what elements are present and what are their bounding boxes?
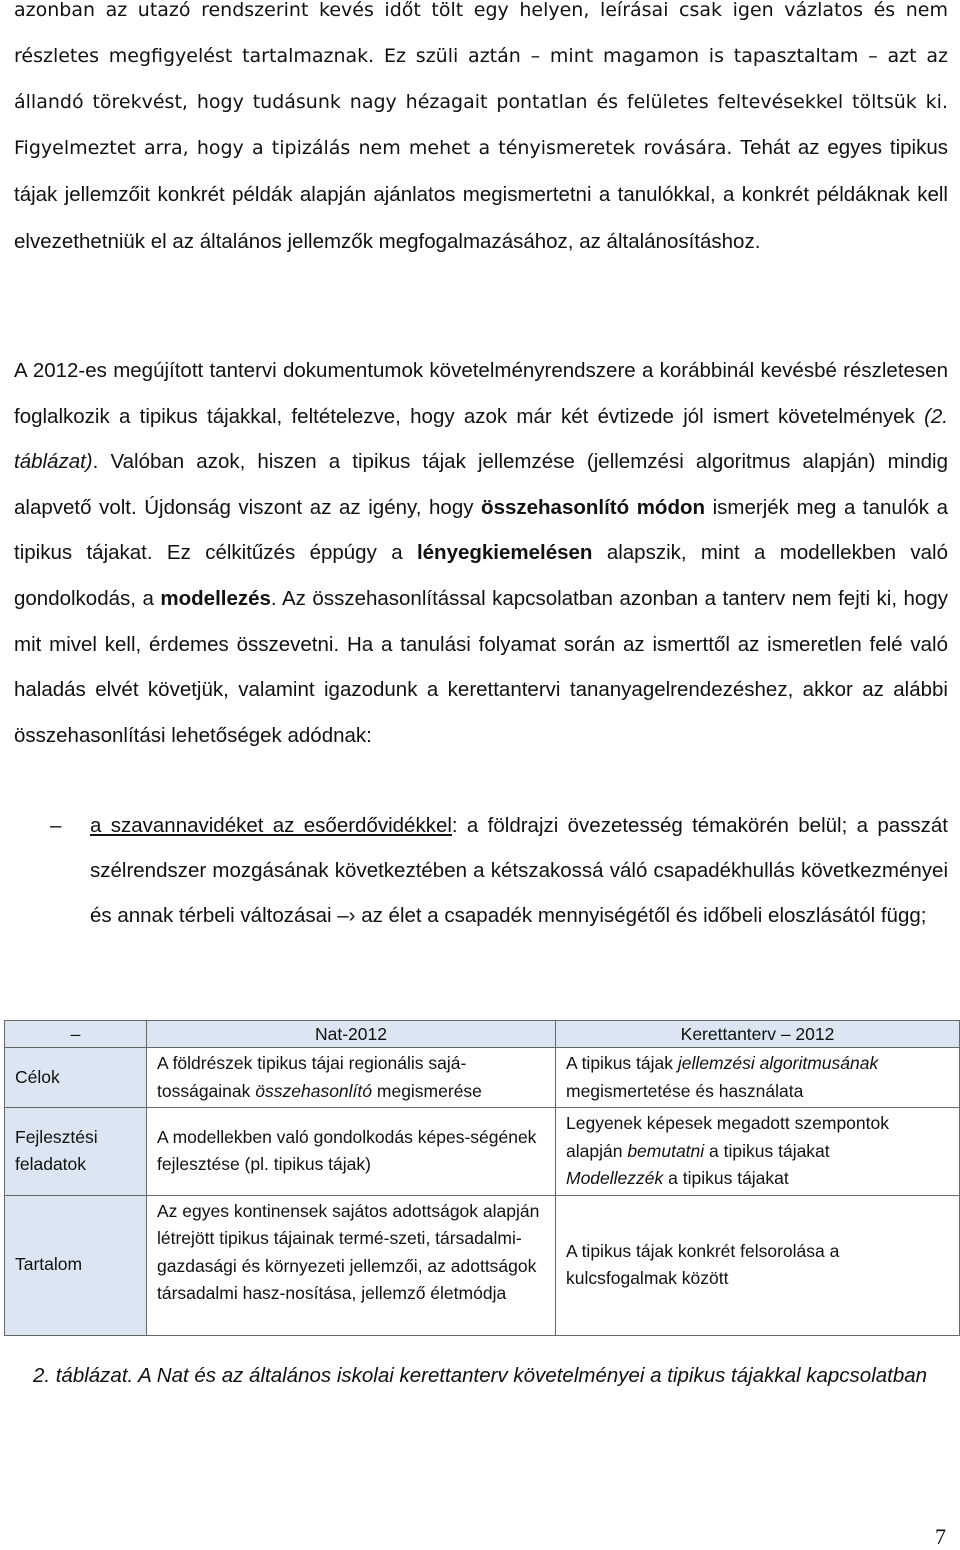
paragraph-2-text-4: alapszik, mint a modellekben való gondolkodás, a [14,541,948,610]
cell-text: megismertetése és használata [566,1080,804,1101]
cell-text: A földrészek tipikus tájai regionális sajá-tosságainak [157,1053,467,1101]
table-row [5,1195,960,1335]
paragraph-1-lead: azonban az utazó rendszerint kevés időt tölt egy helyen, leírásai csak igen vázlatos és nem részletes megfigyelést tartalmaznak. Ez szüli aztán – mint magamon is tapasztaltam – azt az állandó törekvést, hogy tudásunk nagy hézagait pontatlan és felületes feltevésekkel töltsük ki. [14,0,948,113]
table-cell [556,1195,960,1335]
table-row [5,1048,960,1108]
paragraph-2-text-1: A 2012-es megújított tantervi dokumentumok követelményrendszere a korábbinál kevésbé részletesen foglalkozik a tipikus tájakkal, feltételezve, hogy azok már két évtizede jól ismert követelmények [14,359,948,428]
cell-text: A tipikus tájak konkrét felsorolása a kulcsfogalmak között [566,1240,840,1288]
paragraph-2 [14,348,948,758]
cell-text: Legyenek képesek megadott szempontok alapján [566,1113,889,1161]
cell-text: A tipikus tájak [566,1053,678,1073]
cell-text: A modellekben való gondolkodás képes-ségének fejlesztése (pl. tipikus tájak) [157,1126,537,1175]
bullet-underlined-text: a szavannavidéket az esőerdővidékkel [90,814,452,837]
bullet-body: : a földrajzi övezetesség témakörén belül; a passzát szélrendszer mozgásának következtében a kétszakossá váló csapadékhullás következményei és annak térbeli változásai –› az élet a csapadék mennyiségétől és időbeli eloszlásától függ; [90,814,948,928]
table-cell [147,1048,556,1108]
table-cell [556,1108,960,1196]
bullet-text [90,803,948,939]
table-header-row [5,1021,960,1048]
paragraph-1 [14,0,948,266]
table-row [5,1108,960,1196]
paragraph-2-text-5: . Az összehasonlítással kapcsolatban azonban a tanterv nem fejti ki, hogy mit mivel kell, érdemes összevetni. Ha a tanulási folyamat során az ismerttől az ismeretlen felé való haladás elvét követjük, valamint igazodunk a kerettantervi tananyagelrendezéshez, akkor az alábbi összehasonlítási lehetőségek adódnak: [14,586,948,747]
cell-emphasis: bemutatni [627,1140,705,1161]
cell-text: a tipikus tájakat [704,1140,830,1161]
paragraph-2-text-3: ismerjék meg a tanulók a tipikus tájakat. Ez célkitűzés éppúgy a [14,495,948,565]
paragraph-1-rest: Tehát az egyes tipikus tájak jellemzőit konkrét példák alapján ajánlatos megismertetni a tanulókkal, a konkrét példáknak kell elvezethetniük el az általános jellemzők megfogalmazásához, az általánosításhoz. [14,136,948,253]
comparison-table [4,1020,960,1336]
cell-text: Az egyes kontinensek sajátos adottságok alapján létrejött tipikus tájainak termé-szeti, társadalmi-gazdasági és környezeti jellemzői, az adottságok társadalmi hasz-nosítása, jellemző életmódja [157,1200,540,1303]
cell-text: megismerése [372,1080,482,1101]
paragraph-1-quote: Figyelmeztet arra, hogy a tipizálás nem mehet a tényismeretek rovására. [14,137,733,160]
cell-emphasis: összehasonlító [255,1080,373,1101]
table-cell [147,1108,556,1196]
bold-term-comparative: összehasonlító módon [481,495,706,519]
table-header-cell: – [5,1021,147,1048]
table-cell [556,1048,960,1108]
bold-term-modelling: modellezés [160,586,271,610]
cell-emphasis: Modellezzék [566,1168,664,1188]
table-header-cell: Kerettanterv – 2012 [556,1021,960,1048]
bold-term-essence: lényegkiemelésen [416,541,593,565]
row-label: Fejlesztési feladatok [5,1108,147,1196]
page-number: 7 [935,1524,946,1549]
row-label: Célok [5,1048,147,1108]
row-label: Tartalom [5,1195,147,1335]
table-cell [147,1195,556,1335]
cell-emphasis: jellemzési algoritmusának [677,1053,879,1073]
bullet-dash: – [50,814,62,837]
cell-text: a tipikus tájakat [663,1168,789,1188]
table-header-cell: Nat-2012 [147,1021,556,1048]
table-caption: 2. táblázat. A Nat és az általános iskolai kerettanterv követelményei a tipikus tájakkal kapcsolatban [32,1364,928,1387]
table-reference: (2. táblázat) [14,404,948,474]
paragraph-2-text-2: . Valóban azok, hiszen a tipikus tájak jellemzése (jellemzési algoritmus alapján) mindig alapvető volt. Újdonság viszont az az igény, hogy [14,450,948,519]
